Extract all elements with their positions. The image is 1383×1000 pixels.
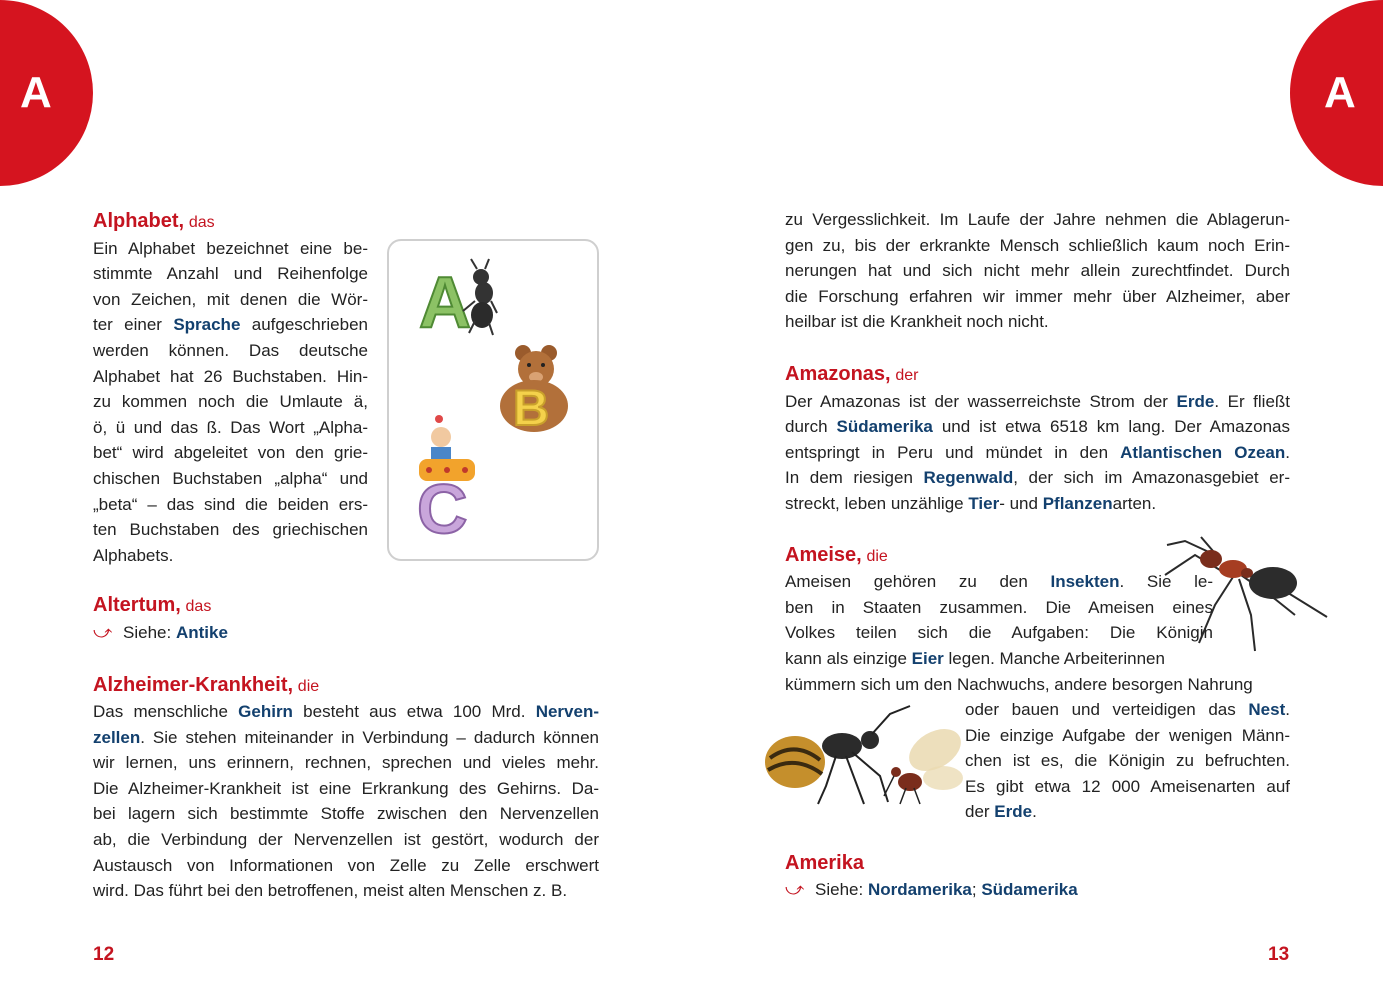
text-segment: In dem riesigen bbox=[785, 468, 924, 488]
text-segment: und ist etwa 6518 km lang. Der Amazonas bbox=[932, 417, 1290, 437]
xref-link[interactable]: Sprache bbox=[173, 315, 241, 335]
entry-altertum bbox=[93, 591, 599, 645]
headword-amazonas: Amazonas, bbox=[785, 362, 891, 385]
text-line: ab, die Verbindung der Nervenzellen ist gestört, wodurch der bbox=[93, 830, 599, 850]
text-line: Austausch von Informationen von Zelle zu Zelle erschwert bbox=[93, 855, 599, 875]
text-line: Alphabet hat 26 Buchstaben. Hin- bbox=[93, 366, 368, 386]
text-line bbox=[785, 414, 1290, 440]
text-line: wir lernen, uns erinnern, rechnen, sprechen und vieles mehr. bbox=[93, 753, 599, 773]
alphabet-illustration bbox=[387, 239, 599, 561]
text-segment: - und bbox=[999, 493, 1043, 513]
xref-link[interactable]: Regenwald bbox=[923, 468, 1014, 488]
see-also-altertum bbox=[93, 620, 599, 646]
text-line bbox=[785, 465, 1290, 491]
text-segment: entspringt in Peru und mündet in den bbox=[785, 442, 1121, 462]
text-line: nerungen hat und sich nicht mehr allein zurechtfindet. Durch bbox=[785, 261, 1290, 281]
text-line: ben in Staaten zusammen. Die Ameisen eines bbox=[785, 597, 1213, 617]
xref-link[interactable]: zellen bbox=[93, 727, 141, 747]
text-segment: . bbox=[1285, 442, 1290, 462]
text-line: Die einzige Aufgabe der wenigen Männ- bbox=[965, 725, 1290, 745]
headword-ameise: Ameise, bbox=[785, 543, 862, 566]
gender-altertum: das bbox=[185, 598, 212, 616]
text-segment: Das menschliche bbox=[93, 702, 239, 722]
entry-amazonas-text bbox=[785, 389, 1290, 517]
text-segment: legen. Manche Arbeiterinnen bbox=[943, 648, 1165, 668]
text-line: chischen Buchstaben „alpha“ und bbox=[93, 468, 368, 488]
entry-alzheimer-continued bbox=[785, 207, 1290, 335]
text-line bbox=[785, 389, 1290, 415]
text-segment: streckt, leben unzählige bbox=[785, 493, 969, 513]
xref-link[interactable]: Insekten bbox=[1050, 572, 1120, 592]
entry-alzheimer-continued-text bbox=[785, 207, 1290, 335]
text-segment: aufgeschrieben bbox=[240, 315, 368, 335]
text-segment: Der Amazonas ist der wasserreichste Strom der bbox=[785, 391, 1177, 411]
text-segment: . Sie stehen miteinander in Verbindung – dadurch können bbox=[140, 727, 599, 747]
letter-tab-right-label: A bbox=[1324, 68, 1356, 117]
text-segment: . Er fließt bbox=[1214, 391, 1291, 411]
page-number-right: 13 bbox=[1268, 944, 1290, 965]
gender-alphabet: das bbox=[188, 214, 215, 231]
entry-alzheimer bbox=[93, 671, 599, 904]
entry-alphabet-heading bbox=[93, 207, 368, 236]
entry-alzheimer-heading bbox=[93, 671, 599, 700]
entry-ameise-text-full bbox=[785, 672, 1290, 698]
text-segment: . bbox=[1285, 700, 1290, 720]
text-line: wird. Das führt bei den betroffenen, meist alten Menschen z. B. bbox=[93, 881, 568, 901]
xref-link[interactable]: Nerven- bbox=[535, 702, 599, 722]
gender-alzheimer: die bbox=[297, 677, 320, 695]
xref-link[interactable]: Erde bbox=[994, 802, 1033, 822]
xref-link-suedamerika[interactable]: Südamerika bbox=[981, 880, 1078, 900]
text-line bbox=[965, 799, 1290, 825]
see-label: Siehe: bbox=[123, 622, 176, 642]
text-line: Es gibt etwa 12 000 Ameisenarten auf bbox=[965, 776, 1290, 796]
gender-ameise: die bbox=[866, 547, 888, 565]
alphabet-illustration-svg bbox=[389, 241, 597, 559]
text-segment: arten. bbox=[1112, 493, 1157, 513]
text-segment: besteht aus etwa 100 Mrd. bbox=[292, 702, 536, 722]
text-line: bei lagern sich bestimmte Stoffe zwischen den Nervenzellen bbox=[93, 804, 599, 824]
xref-link-nordamerika[interactable]: Nordamerika bbox=[867, 880, 972, 900]
text-line: stimmte Anzahl und Reihenfolge bbox=[93, 264, 368, 284]
xref-link[interactable]: Erde bbox=[1176, 391, 1215, 411]
text-line bbox=[93, 699, 599, 725]
see-label: Siehe: bbox=[815, 880, 868, 900]
text-segment: . bbox=[1032, 802, 1037, 822]
text-line bbox=[93, 312, 368, 338]
xref-link[interactable]: Tier bbox=[968, 493, 1000, 513]
see-arrow-icon: ⤻ bbox=[93, 621, 113, 642]
entry-altertum-heading bbox=[93, 591, 599, 620]
entry-alzheimer-text bbox=[93, 699, 599, 904]
text-line: Die Alzheimer-Krankheit ist eine Erkrankung des Gehirns. Da- bbox=[93, 778, 599, 798]
text-line: ten Buchstaben des griechischen bbox=[93, 520, 368, 540]
text-line: „beta“ – das sind die beiden ers- bbox=[93, 494, 368, 514]
xref-link[interactable]: Pflanzen bbox=[1042, 493, 1113, 513]
letter-a-glyph: A bbox=[419, 263, 471, 343]
letter-tab-left bbox=[0, 0, 93, 186]
entry-alphabet bbox=[93, 207, 368, 568]
entry-amerika bbox=[785, 849, 1290, 903]
entry-ameise-text-indented bbox=[965, 697, 1290, 825]
entry-ameise-text-narrow bbox=[785, 569, 1213, 671]
text-line: heilbar ist die Krankheit noch nicht. bbox=[785, 312, 1049, 332]
letter-c-with-clown-icon bbox=[417, 415, 475, 548]
text-line: gen zu, bis der erkrankte Mensch schließlich kaum noch Erin- bbox=[785, 235, 1290, 255]
text-line bbox=[785, 440, 1290, 466]
gender-amazonas: der bbox=[895, 366, 919, 384]
xref-link[interactable]: Eier bbox=[911, 648, 944, 668]
text-line: ö, ü und das ß. Das Wort „Alpha- bbox=[93, 417, 368, 437]
xref-link[interactable]: Atlantischen Ozean bbox=[1120, 442, 1286, 462]
winged-ants-icon bbox=[760, 700, 965, 810]
text-line: von Zeichen, mit denen die Wör- bbox=[93, 289, 368, 309]
text-segment: oder bauen und verteidigen das bbox=[965, 700, 1249, 720]
text-line: zu Vergesslichkeit. Im Laufe der Jahre nehmen die Ablagerun- bbox=[785, 210, 1290, 229]
headword-alphabet: Alphabet, bbox=[93, 210, 185, 232]
page-number-left: 12 bbox=[93, 944, 115, 965]
letter-a-with-ant-icon bbox=[419, 259, 497, 343]
see-arrow-icon: ⤻ bbox=[785, 879, 805, 900]
text-segment: . Sie le- bbox=[1119, 572, 1213, 592]
letter-b-glyph: B bbox=[513, 380, 550, 436]
entry-amazonas bbox=[785, 360, 1290, 517]
xref-link[interactable]: Nest bbox=[1248, 700, 1286, 720]
text-line: bet“ wird abgeleitet von den grie- bbox=[93, 443, 368, 463]
text-line bbox=[965, 697, 1290, 723]
text-segment: , der sich im Amazonasgebiet er- bbox=[1013, 468, 1290, 488]
ant-worker-icon bbox=[1155, 535, 1333, 655]
text-segment: Ameisen gehören zu den bbox=[785, 572, 1051, 592]
text-line: werden können. Das deutsche bbox=[93, 340, 368, 360]
headword-alzheimer: Alzheimer-Krankheit, bbox=[93, 673, 294, 696]
letter-tab-left-label: A bbox=[20, 68, 52, 117]
entry-alphabet-text bbox=[93, 236, 368, 569]
text-segment: der bbox=[965, 802, 995, 822]
text-line: kümmern sich um den Nachwuchs, andere besorgen Nahrung bbox=[785, 674, 1253, 694]
text-line: Volkes teilen sich die Aufgaben: Die Königin bbox=[785, 623, 1213, 643]
text-segment: durch bbox=[785, 417, 837, 437]
text-line: Ein Alphabet bezeichnet eine be- bbox=[93, 238, 368, 258]
letter-c-glyph: C bbox=[417, 470, 468, 548]
text-line: Alphabets. bbox=[93, 545, 174, 565]
headword-amerika: Amerika bbox=[785, 852, 864, 875]
text-line: chen ist es, die Königin zu befruchten. bbox=[965, 751, 1290, 771]
text-line bbox=[93, 725, 599, 751]
text-line bbox=[785, 569, 1213, 595]
entry-amerika-heading bbox=[785, 849, 1290, 877]
headword-altertum: Altertum, bbox=[93, 594, 181, 617]
entry-amazonas-heading bbox=[785, 360, 1290, 389]
text-line bbox=[785, 646, 1213, 672]
xref-link[interactable]: Gehirn bbox=[238, 702, 293, 722]
text-line bbox=[785, 491, 1290, 517]
text-segment: kann als einzige bbox=[785, 648, 912, 668]
xref-link[interactable]: Südamerika bbox=[836, 417, 933, 437]
letter-b-with-bear-icon bbox=[500, 345, 568, 436]
see-also-amerika bbox=[785, 877, 1290, 903]
text-line: die Forschung erfahren wir immer mehr über Alzheimer, aber bbox=[785, 286, 1290, 306]
text-line: zu kommen noch die Umlaute ä, bbox=[93, 392, 368, 412]
text-segment: ter einer bbox=[93, 315, 174, 335]
letter-tab-right bbox=[1290, 0, 1383, 186]
xref-link-antike[interactable]: Antike bbox=[175, 622, 228, 642]
see-separator: ; bbox=[971, 880, 982, 900]
